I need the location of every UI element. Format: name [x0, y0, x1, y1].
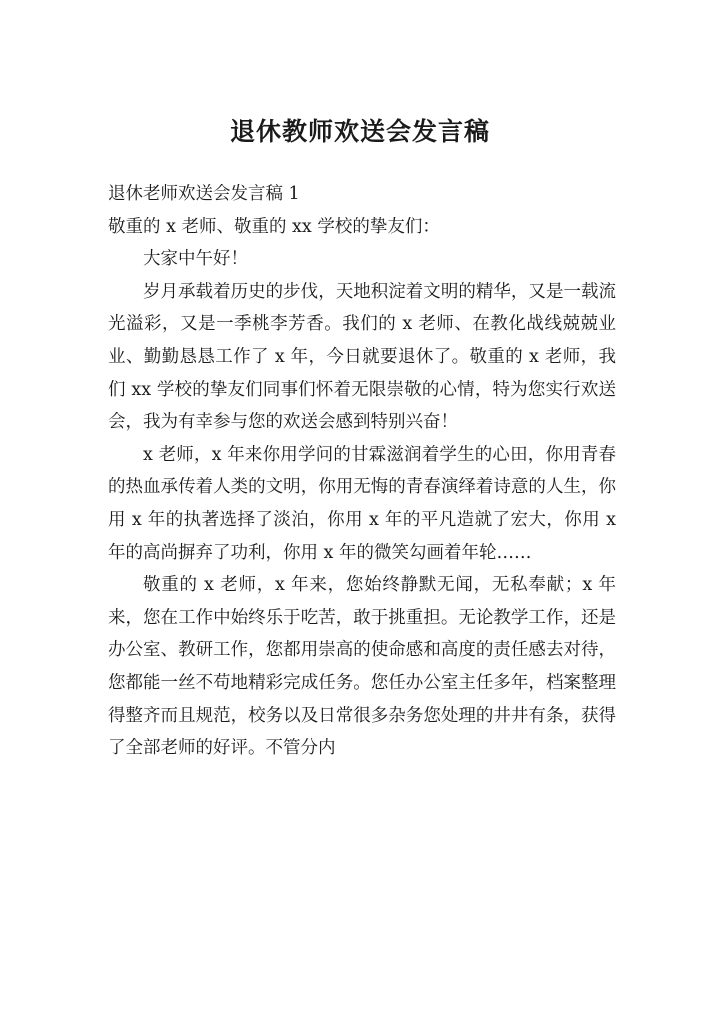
paragraph-3: 敬重的 x 老师，x 年来，您始终静默无闻，无私奉献；x 年来，您在工作中始终乐于吃苦，敢于挑重担。无论教学工作，还是办公室、教研工作，您都用崇高的使命感和高度的责任感去对待，您都能一丝不苟地精彩完成任务。您任办公室主任多年，档案整理得整齐而且规范，校务以及日常很多杂务您处理的井井有条，获得了全部老师的好评。不管分内: [108, 575, 616, 759]
paragraph-1: 岁月承载着历史的步伐，天地积淀着文明的精华，又是一载流光溢彩，又是一季桃李芳香。我们的 x 老师、在教化战线兢兢业业、勤勤恳恳工作了 x 年，今日就要退休了。敬重的 x 老师，我们 xx 学校的挚友们同事们怀着无限崇敬的心情，特为您实行欢送会，我为有幸参与您的欢送会感到特别兴奋！: [108, 281, 616, 433]
document-body: [108, 178, 616, 765]
document-title: 退休教师欢送会发言稿: [229, 117, 490, 146]
salutation: 敬重的 x 老师、敬重的 xx 学校的挚友们：: [108, 216, 440, 237]
paragraph-2: x 老师，x 年来你用学问的甘霖滋润着学生的心田，你用青春的热血承传着人类的文明，你用无悔的青春演绎着诗意的人生，你用 x 年的执著选择了淡泊，你用 x 年的平凡造就了宏大，你用 x 年的高尚摒弃了功利，你用 x 年的微笑勾画着年轮……: [108, 444, 616, 563]
section-heading: 退休老师欢送会发言稿 1: [108, 184, 300, 204]
paragraph-greeting: 大家中午好！: [143, 249, 248, 270]
